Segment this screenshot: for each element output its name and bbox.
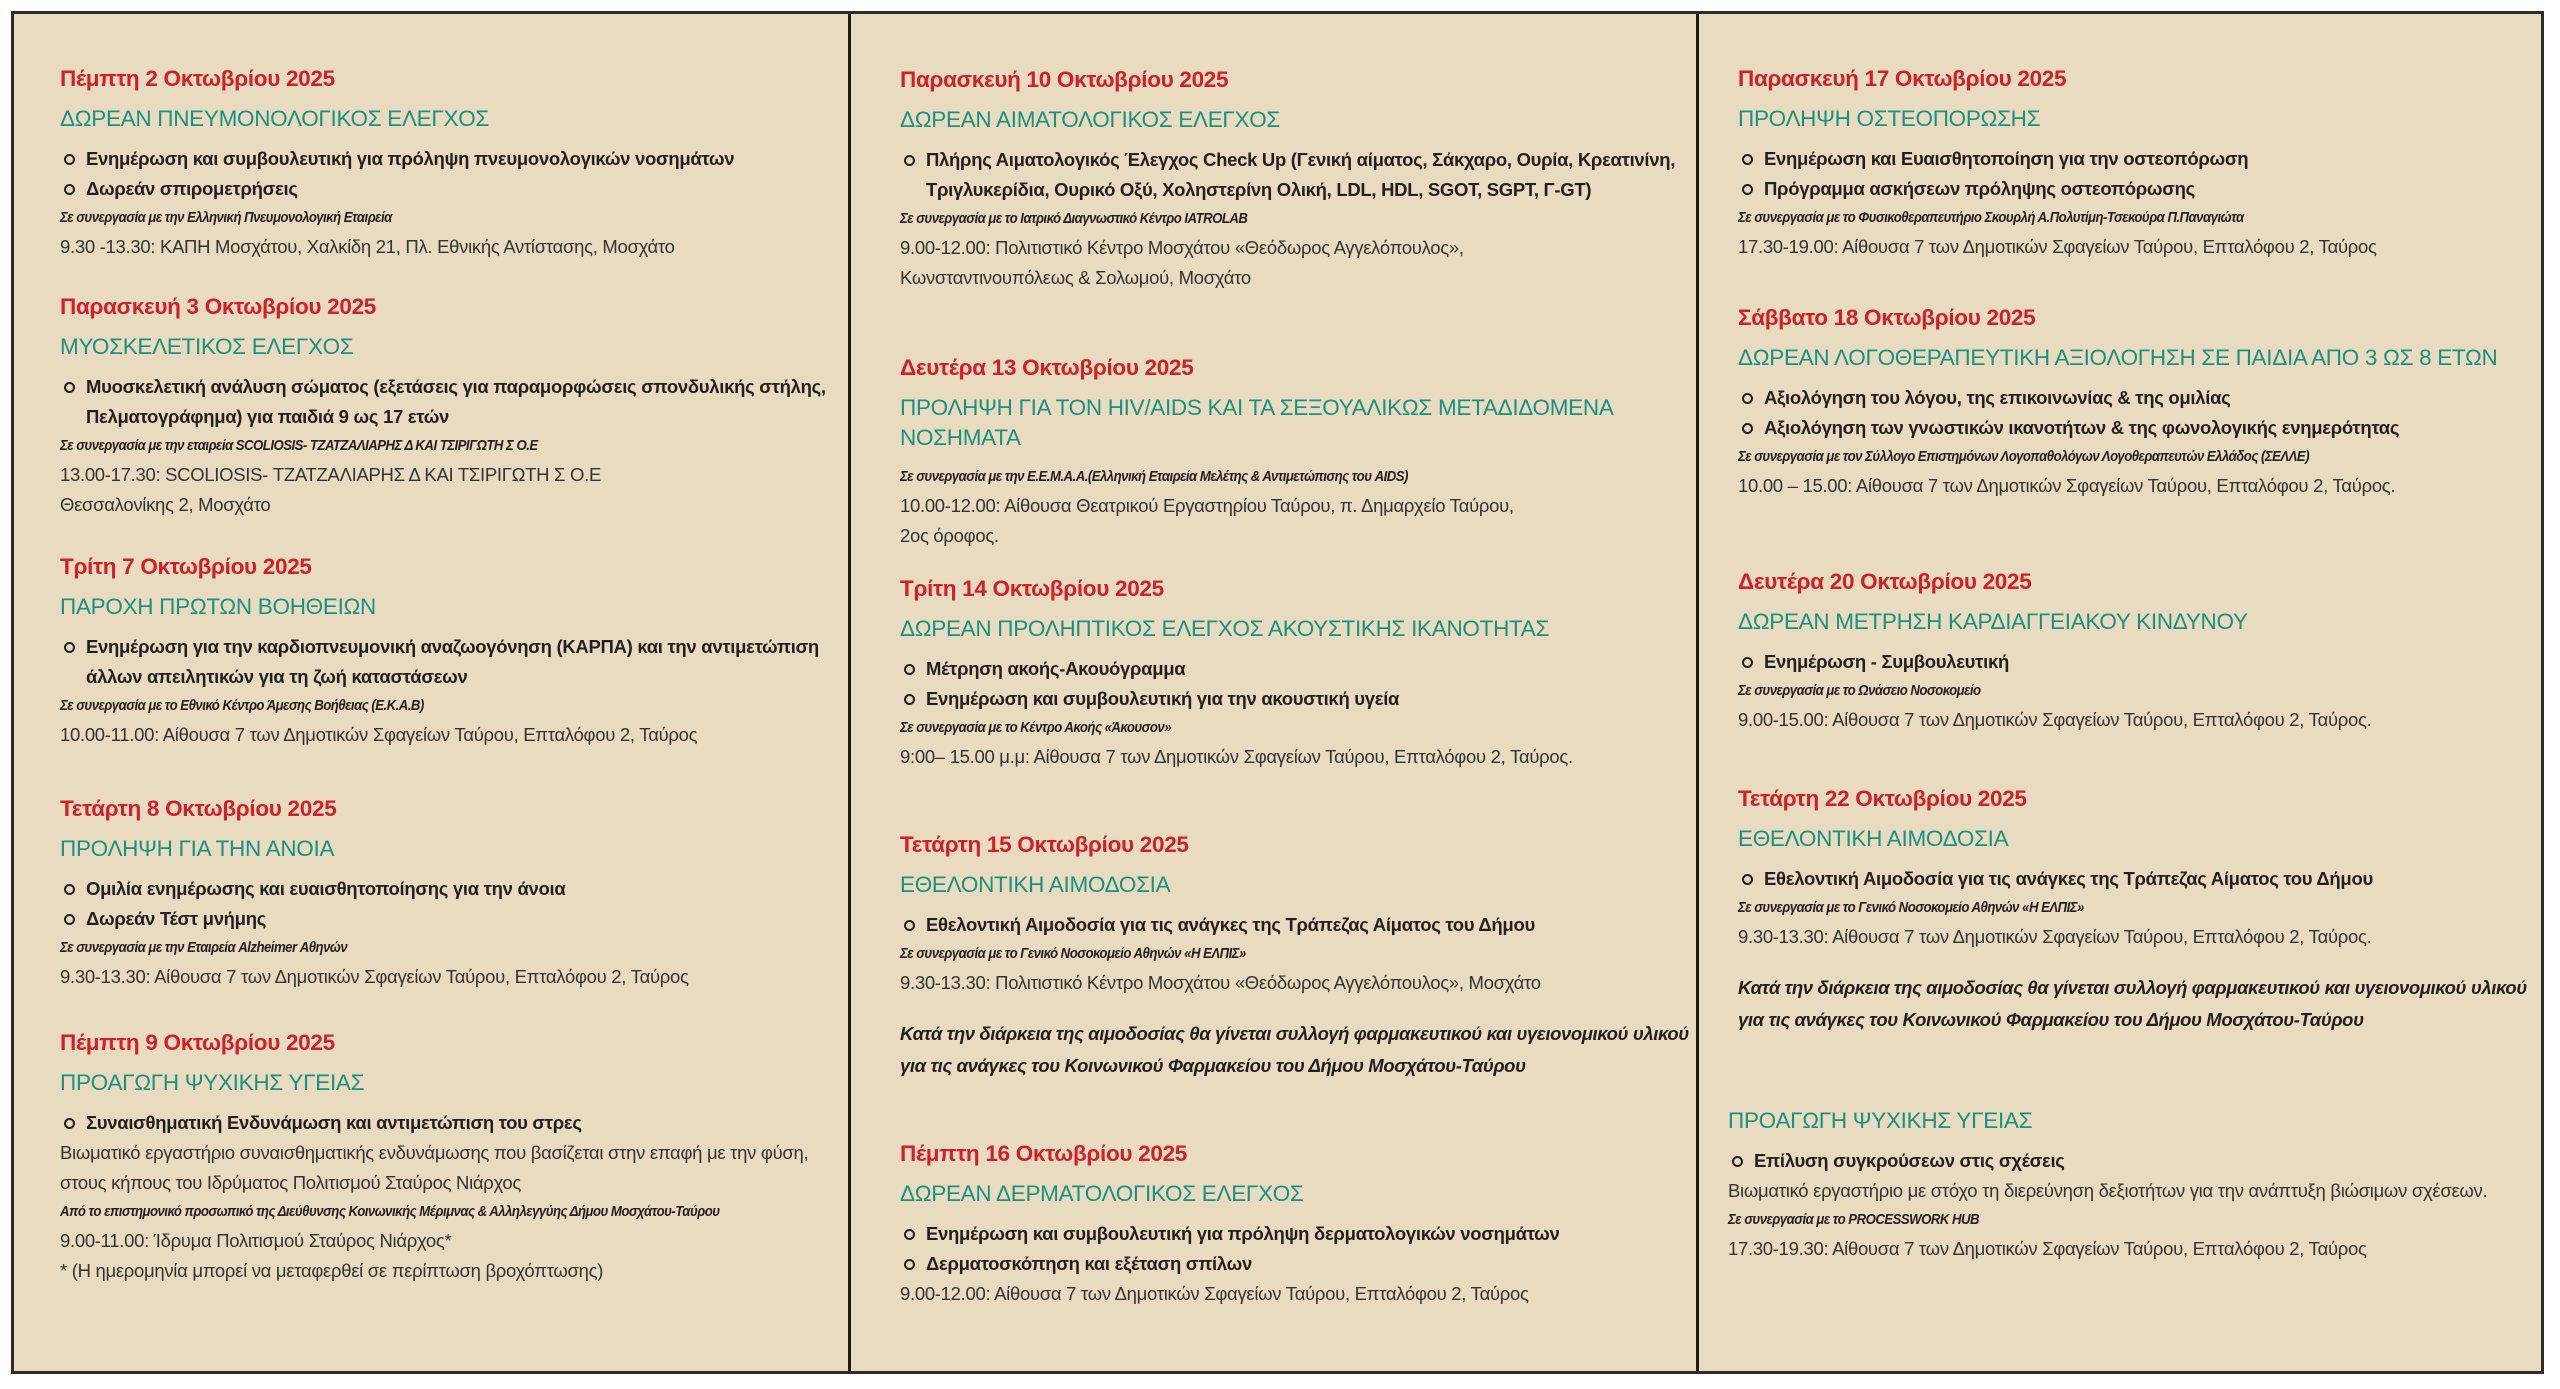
event-title: ΜΥΟΣΚΕΛΕΤΙΚΟΣ ΕΛΕΓΧΟΣ — [60, 334, 354, 359]
bullet-circle-icon — [64, 884, 75, 895]
bullet-text: Αξιολόγηση του λόγου, της επικοινωνίας & της ομιλίας — [1764, 387, 2231, 408]
event-info: 13.00-17.30: SCOLIOSIS- ΤΖΑΤΖΑΛΙΑΡΗΣ Δ ΚΑΙ ΤΣΙΡΙΓΩΤΗ Σ Ο.Ε — [60, 464, 601, 485]
event-info: Θεσσαλονίκης 2, Μοσχάτο — [60, 494, 271, 515]
event-info: 9.00-11.00: Ίδρυμα Πολιτισμού Σταύρος Νιάρχος* — [60, 1230, 452, 1251]
bullet-text: Συναισθηματική Ενδυνάμωση και αντιμετώπιση του στρες — [86, 1112, 582, 1133]
event-description: Βιωματικό εργαστήριο συναισθηματικής ενδυνάμωσης που βασίζεται στην επαφή με την φύση, στους κήπους του Ιδρύματος Πολιτισμού Σταύρος Νιάρχος — [60, 1142, 809, 1193]
bullet-text: Δωρεάν σπιρομετρήσεις — [86, 178, 298, 199]
event-bullet-list — [1738, 647, 2538, 677]
event-bullet-list — [900, 910, 1690, 940]
event-info: 17.30-19.30: Αίθουσα 7 των Δημοτικών Σφαγείων Ταύρου, Επταλόφου 2, Ταύρος — [1728, 1238, 2367, 1259]
event-bullet-list — [1728, 1146, 2538, 1176]
event-title: ΠΡΟΛΗΨΗ ΓΙΑ ΤΗΝ ΑΝΟΙΑ — [60, 836, 335, 861]
column-divider — [848, 14, 851, 1371]
event-card — [60, 294, 840, 520]
event-info: 10.00-11.00: Αίθουσα 7 των Δημοτικών Σφαγείων Ταύρου, Επταλόφου 2, Ταύρος — [60, 724, 698, 745]
event-date: Παρασκευή 10 Οκτωβρίου 2025 — [900, 67, 1229, 92]
bullet-text: Ενημέρωση και συμβουλευτική για την ακουστική υγεία — [926, 688, 1400, 709]
event-card — [900, 576, 1690, 772]
bullet-text: Μέτρηση ακοής-Ακουόγραμμα — [926, 658, 1186, 679]
bullet-text: Πρόγραμμα ασκήσεων πρόληψης οστεοπόρωσης — [1764, 178, 2195, 199]
bullet-item — [900, 910, 1690, 940]
bullet-circle-icon — [1732, 1156, 1743, 1167]
bullet-text: Δερματοσκόπηση και εξέταση σπίλων — [926, 1253, 1252, 1274]
event-date: Πέμπτη 2 Οκτωβρίου 2025 — [60, 66, 335, 91]
column-2 — [900, 14, 1690, 1371]
event-bullet-list — [1738, 144, 2538, 204]
event-date: Πέμπτη 16 Οκτωβρίου 2025 — [900, 1141, 1188, 1166]
bullet-circle-icon — [64, 1118, 75, 1129]
bullet-circle-icon — [904, 155, 915, 166]
bullet-text: Εθελοντική Αιμοδοσία για τις ανάγκες της Τράπεζας Αίματος του Δήμου — [1764, 868, 2373, 889]
event-bullet-list — [900, 654, 1690, 714]
bullet-item — [900, 1249, 1690, 1279]
event-partner: Σε συνεργασία με το Γενικό Νοσοκομείο Αθηνών «Η ΕΛΠΙΣ» — [900, 945, 1246, 962]
event-card — [60, 66, 840, 262]
event-title: ΔΩΡΕΑΝ ΑΙΜΑΤΟΛΟΓΙΚΟΣ ΕΛΕΓΧΟΣ — [900, 107, 1281, 132]
event-bullet-list — [60, 372, 840, 432]
bullet-item — [900, 145, 1690, 205]
schedule-board — [11, 11, 2544, 1374]
event-note: Κατά την διάρκεια της αιμοδοσίας θα γίνεται συλλογή φαρμακευτικού και υγειονομικού υλικού για τις ανάγκες του Κοινωνικού Φαρμακείου του Δήμου Μοσχάτου-Ταύρου — [1738, 977, 2527, 1030]
bullet-circle-icon — [904, 920, 915, 931]
event-partner: Σε συνεργασία με το Γενικό Νοσοκομείο Αθηνών «Η ΕΛΠΙΣ» — [1738, 899, 2084, 916]
event-date: Παρασκευή 17 Οκτωβρίου 2025 — [1738, 66, 2067, 91]
bullet-circle-icon — [904, 694, 915, 705]
event-card — [900, 832, 1690, 1082]
event-partner: Σε συνεργασία με το Ιατρικό Διαγνωστικό Κέντρο IATROLAB — [900, 210, 1248, 227]
event-info: 9.00-12.00: Αίθουσα 7 των Δημοτικών Σφαγείων Ταύρου, Επταλόφου 2, Ταύρος — [900, 1283, 1529, 1304]
bullet-circle-icon — [904, 1259, 915, 1270]
event-partner: Σε συνεργασία με την Ελληνική Πνευμονολογική Εταιρεία — [60, 209, 392, 226]
event-info: * (Η ημερομηνία μπορεί να μεταφερθεί σε περίπτωση βροχόπτωσης) — [60, 1260, 604, 1281]
bullet-circle-icon — [1742, 874, 1753, 885]
event-title: ΔΩΡΕΑΝ ΠΝΕΥΜΟΝΟΛΟΓΙΚΟΣ ΕΛΕΓΧΟΣ — [60, 106, 490, 131]
bullet-circle-icon — [64, 914, 75, 925]
event-card — [900, 67, 1690, 293]
event-info: 10.00 – 15.00: Αίθουσα 7 των Δημοτικών Σφαγείων Ταύρου, Επταλόφου 2, Ταύρος. — [1738, 475, 2396, 496]
event-card — [60, 796, 840, 992]
event-info: 10.00-12.00: Αίθουσα Θεατρικού Εργαστηρίου Ταύρου, π. Δημαρχείο Ταύρου, — [900, 495, 1514, 516]
bullet-circle-icon — [64, 154, 75, 165]
event-title: ΕΘΕΛΟΝΤΙΚΗ ΑΙΜΟΔΟΣΙΑ — [900, 872, 1171, 897]
bullet-item — [60, 174, 840, 204]
bullet-text: Επίλυση συγκρούσεων στις σχέσεις — [1754, 1150, 2065, 1171]
event-card — [1738, 786, 2538, 1036]
bullet-text: Ομιλία ενημέρωσης και ευαισθητοποίησης για την άνοια — [86, 878, 566, 899]
bullet-item — [1738, 174, 2538, 204]
bullet-text: Ενημέρωση και συμβουλευτική για πρόληψη πνευμονολογικών νοσημάτων — [86, 148, 735, 169]
bullet-item — [60, 904, 840, 934]
event-partner: Σε συνεργασία με την Εταιρεία Alzheimer Αθηνών — [60, 939, 348, 956]
event-info: 9.00-15.00: Αίθουσα 7 των Δημοτικών Σφαγείων Ταύρου, Επταλόφου 2, Ταύρος. — [1738, 709, 2372, 730]
bullet-item — [1738, 144, 2538, 174]
bullet-item — [60, 874, 840, 904]
bullet-text: Μυοσκελετική ανάλυση σώματος (εξετάσεις για παραμορφώσεις σπονδυλικής στήλης, Πελματογράφημα) για παιδιά 9 ως 17 ετών — [86, 376, 826, 427]
event-date: Τρίτη 7 Οκτωβρίου 2025 — [60, 554, 312, 579]
bullet-circle-icon — [64, 642, 75, 653]
event-bullet-list — [60, 874, 840, 934]
event-title: ΠΡΟΛΗΨΗ ΓΙΑ ΤΟΝ HIV/AIDS ΚΑΙ ΤΑ ΣΕΞΟΥΑΛΙΚΩΣ ΜΕΤΑΔΙΔΟΜΕΝΑ ΝΟΣΗΜΑΤΑ — [900, 395, 1613, 450]
event-date: Δευτέρα 20 Οκτωβρίου 2025 — [1738, 569, 2032, 594]
event-partner: Σε συνεργασία με το PROCESSWORK HUB — [1728, 1211, 1979, 1228]
event-date: Σάββατο 18 Οκτωβρίου 2025 — [1738, 305, 2036, 330]
event-info: Κωνσταντινουπόλεως & Σολωμού, Μοσχάτο — [900, 267, 1251, 288]
event-date: Πέμπτη 9 Οκτωβρίου 2025 — [60, 1030, 335, 1055]
column-1 — [60, 14, 840, 1371]
bullet-item — [60, 632, 840, 692]
bullet-text: Ενημέρωση για την καρδιοπνευμονική αναζωογόνηση (ΚΑΡΠΑ) και την αντιμετώπιση άλλων απειλητικών για τη ζωή καταστάσεων — [86, 636, 819, 687]
event-title: ΕΘΕΛΟΝΤΙΚΗ ΑΙΜΟΔΟΣΙΑ — [1738, 826, 2009, 851]
bullet-circle-icon — [1742, 423, 1753, 434]
bullet-circle-icon — [64, 184, 75, 195]
bullet-text: Δωρεάν Τέστ μνήμης — [86, 908, 267, 929]
event-bullet-list — [1738, 864, 2538, 894]
event-bullet-list — [900, 1219, 1690, 1279]
event-title: ΔΩΡΕΑΝ ΔΕΡΜΑΤΟΛΟΓΙΚΟΣ ΕΛΕΓΧΟΣ — [900, 1181, 1304, 1206]
bullet-item — [60, 144, 840, 174]
bullet-circle-icon — [1742, 393, 1753, 404]
bullet-circle-icon — [904, 1229, 915, 1240]
bullet-circle-icon — [1742, 154, 1753, 165]
event-info: 17.30-19.00: Αίθουσα 7 των Δημοτικών Σφαγείων Ταύρου, Επταλόφου 2, Ταύρος — [1738, 236, 2377, 257]
bullet-item — [900, 684, 1690, 714]
column-3 — [1728, 14, 2538, 1371]
bullet-item — [60, 372, 840, 432]
bullet-circle-icon — [1742, 184, 1753, 195]
event-partner: Σε συνεργασία με το Φυσικοθεραπευτήριο Σκουρλή Α.Πολυτίμη-Τσεκούρα Π.Παναγιώτα — [1738, 209, 2244, 226]
event-date: Τρίτη 14 Οκτωβρίου 2025 — [900, 576, 1164, 601]
bullet-item — [1738, 383, 2538, 413]
event-bullet-list — [60, 144, 840, 204]
event-note: Κατά την διάρκεια της αιμοδοσίας θα γίνεται συλλογή φαρμακευτικού και υγειονομικού υλικού για τις ανάγκες του Κοινωνικού Φαρμακείου του Δήμου Μοσχάτου-Ταύρου — [900, 1023, 1689, 1076]
bullet-text: Πλήρης Αιματολογικός Έλεγχος Check Up (Γενική αίματος, Σάκχαρο, Ουρία, Κρεατινίνη, Τριγλυκερίδια, Ουρικό Οξύ, Χοληστερίνη Ολική, LDL, HDL, SGOT, SGPT, Γ-GT) — [926, 149, 1676, 200]
bullet-item — [1738, 647, 2538, 677]
column-divider — [1696, 14, 1699, 1371]
bullet-circle-icon — [904, 664, 915, 675]
bullet-text: Εθελοντική Αιμοδοσία για τις ανάγκες της Τράπεζας Αίματος του Δήμου — [926, 914, 1535, 935]
event-info: 9.00-12.00: Πολιτιστικό Κέντρο Μοσχάτου «Θεόδωρος Αγγελόπουλος», — [900, 237, 1464, 258]
event-title: ΔΩΡΕΑΝ ΜΕΤΡΗΣΗ ΚΑΡΔΙΑΓΓΕΙΑΚΟΥ ΚΙΝΔΥΝΟΥ — [1738, 609, 2248, 634]
bullet-text: Ενημέρωση και συμβουλευτική για πρόληψη δερματολογικών νοσημάτων — [926, 1223, 1560, 1244]
bullet-item — [1738, 413, 2538, 443]
event-card — [900, 355, 1690, 551]
event-bullet-list — [60, 1108, 840, 1138]
bullet-text: Ενημέρωση - Συμβουλευτική — [1764, 651, 2009, 672]
bullet-text: Ενημέρωση και Ευαισθητοποίηση για την οστεοπόρωση — [1764, 148, 2249, 169]
event-partner: Σε συνεργασία με το Ωνάσειο Νοσοκομείο — [1738, 682, 1981, 699]
event-title: ΠΡΟΑΓΩΓΗ ΨΥΧΙΚΗΣ ΥΓΕΙΑΣ — [60, 1070, 365, 1095]
event-title: ΠΡΟΛΗΨΗ ΟΣΤΕΟΠΟΡΩΣΗΣ — [1738, 106, 2041, 131]
event-card — [1738, 66, 2538, 262]
event-bullet-list — [1738, 383, 2538, 443]
event-title: ΔΩΡΕΑΝ ΠΡΟΛΗΠΤΙΚΟΣ ΕΛΕΓΧΟΣ ΑΚΟΥΣΤΙΚΗΣ ΙΚΑΝΟΤΗΤΑΣ — [900, 616, 1550, 641]
event-partner: Σε συνεργασία με την Ε.Ε.Μ.Α.Α.(Ελληνική Εταιρεία Μελέτης & Αντιμετώπισης του AIDS) — [900, 468, 1408, 485]
event-card — [60, 554, 840, 750]
event-title: ΔΩΡΕΑΝ ΛΟΓΟΘΕΡΑΠΕΥΤΙΚΗ ΑΞΙΟΛΟΓΗΣΗ ΣΕ ΠΑΙΔΙΑ ΑΠΟ 3 ΩΣ 8 ΕΤΩΝ — [1738, 345, 2498, 370]
bullet-item — [1728, 1146, 2538, 1176]
bullet-item — [900, 654, 1690, 684]
bullet-circle-icon — [1742, 657, 1753, 668]
bullet-circle-icon — [64, 382, 75, 393]
event-info: 9.30-13.30: Αίθουσα 7 των Δημοτικών Σφαγείων Ταύρου, Επταλόφου 2, Ταύρος — [60, 966, 689, 987]
event-card — [1738, 569, 2538, 735]
event-partner: Σε συνεργασία με το Κέντρο Ακοής «Άκουσον» — [900, 719, 1172, 736]
event-card — [900, 1141, 1690, 1309]
event-info: 9.30 -13.30: ΚΑΠΗ Μοσχάτου, Χαλκίδη 21, Πλ. Εθνικής Αντίστασης, Μοσχάτο — [60, 236, 675, 257]
event-partner: Από το επιστημονικό προσωπικό της Διεύθυνσης Κοινωνικής Μέριμνας & Αλληλεγγύης Δήμου Μοσχάτου-Ταύρου — [60, 1203, 720, 1220]
event-bullet-list — [60, 632, 840, 692]
bullet-item — [1738, 864, 2538, 894]
event-info: 9:00– 15.00 μ.μ: Αίθουσα 7 των Δημοτικών Σφαγείων Ταύρου, Επταλόφου 2, Ταύρος. — [900, 746, 1573, 767]
event-date: Τετάρτη 8 Οκτωβρίου 2025 — [60, 796, 337, 821]
event-bullet-list — [900, 145, 1690, 205]
event-info: 9.30-13.30: Πολιτιστικό Κέντρο Μοσχάτου «Θεόδωρος Αγγελόπουλος», Μοσχάτο — [900, 972, 1541, 993]
event-date: Δευτέρα 13 Οκτωβρίου 2025 — [900, 355, 1194, 380]
event-card — [60, 1030, 840, 1286]
event-info: 9.30-13.30: Αίθουσα 7 των Δημοτικών Σφαγείων Ταύρου, Επταλόφου 2, Ταύρος. — [1738, 926, 2372, 947]
event-title: ΠΡΟΑΓΩΓΗ ΨΥΧΙΚΗΣ ΥΓΕΙΑΣ — [1728, 1108, 2033, 1133]
event-partner: Σε συνεργασία με τον Σύλλογο Επιστημόνων Λογοπαθολόγων Λογοθεραπευτών Ελλάδος (ΣΕΛΛΕ) — [1738, 448, 2310, 465]
bullet-item — [900, 1219, 1690, 1249]
event-date: Τετάρτη 15 Οκτωβρίου 2025 — [900, 832, 1189, 857]
event-date: Τετάρτη 22 Οκτωβρίου 2025 — [1738, 786, 2027, 811]
event-title: ΠΑΡΟΧΗ ΠΡΩΤΩΝ ΒΟΗΘΕΙΩΝ — [60, 594, 376, 619]
bullet-item — [60, 1108, 840, 1138]
event-description: Βιωματικό εργαστήριο με στόχο τη διερεύνηση δεξιοτήτων για την ανάπτυξη βιώσιμων σχέσεων. — [1728, 1180, 2488, 1201]
event-card — [1728, 1106, 2538, 1264]
event-card — [1738, 305, 2538, 501]
event-info: 2ος όροφος. — [900, 525, 999, 546]
event-partner: Σε συνεργασία με το Εθνικό Κέντρο Άμεσης Βοήθειας (Ε.Κ.Α.Β) — [60, 697, 424, 714]
event-date: Παρασκευή 3 Οκτωβρίου 2025 — [60, 294, 377, 319]
bullet-text: Αξιολόγηση των γνωστικών ικανοτήτων & της φωνολογικής ενημερότητας — [1764, 417, 2400, 438]
event-partner: Σε συνεργασία με την εταιρεία SCOLIOSIS- ΤΖΑΤΖΑΛΙΑΡΗΣ Δ ΚΑΙ ΤΣΙΡΙΓΩΤΗ Σ Ο.Ε — [60, 437, 538, 454]
